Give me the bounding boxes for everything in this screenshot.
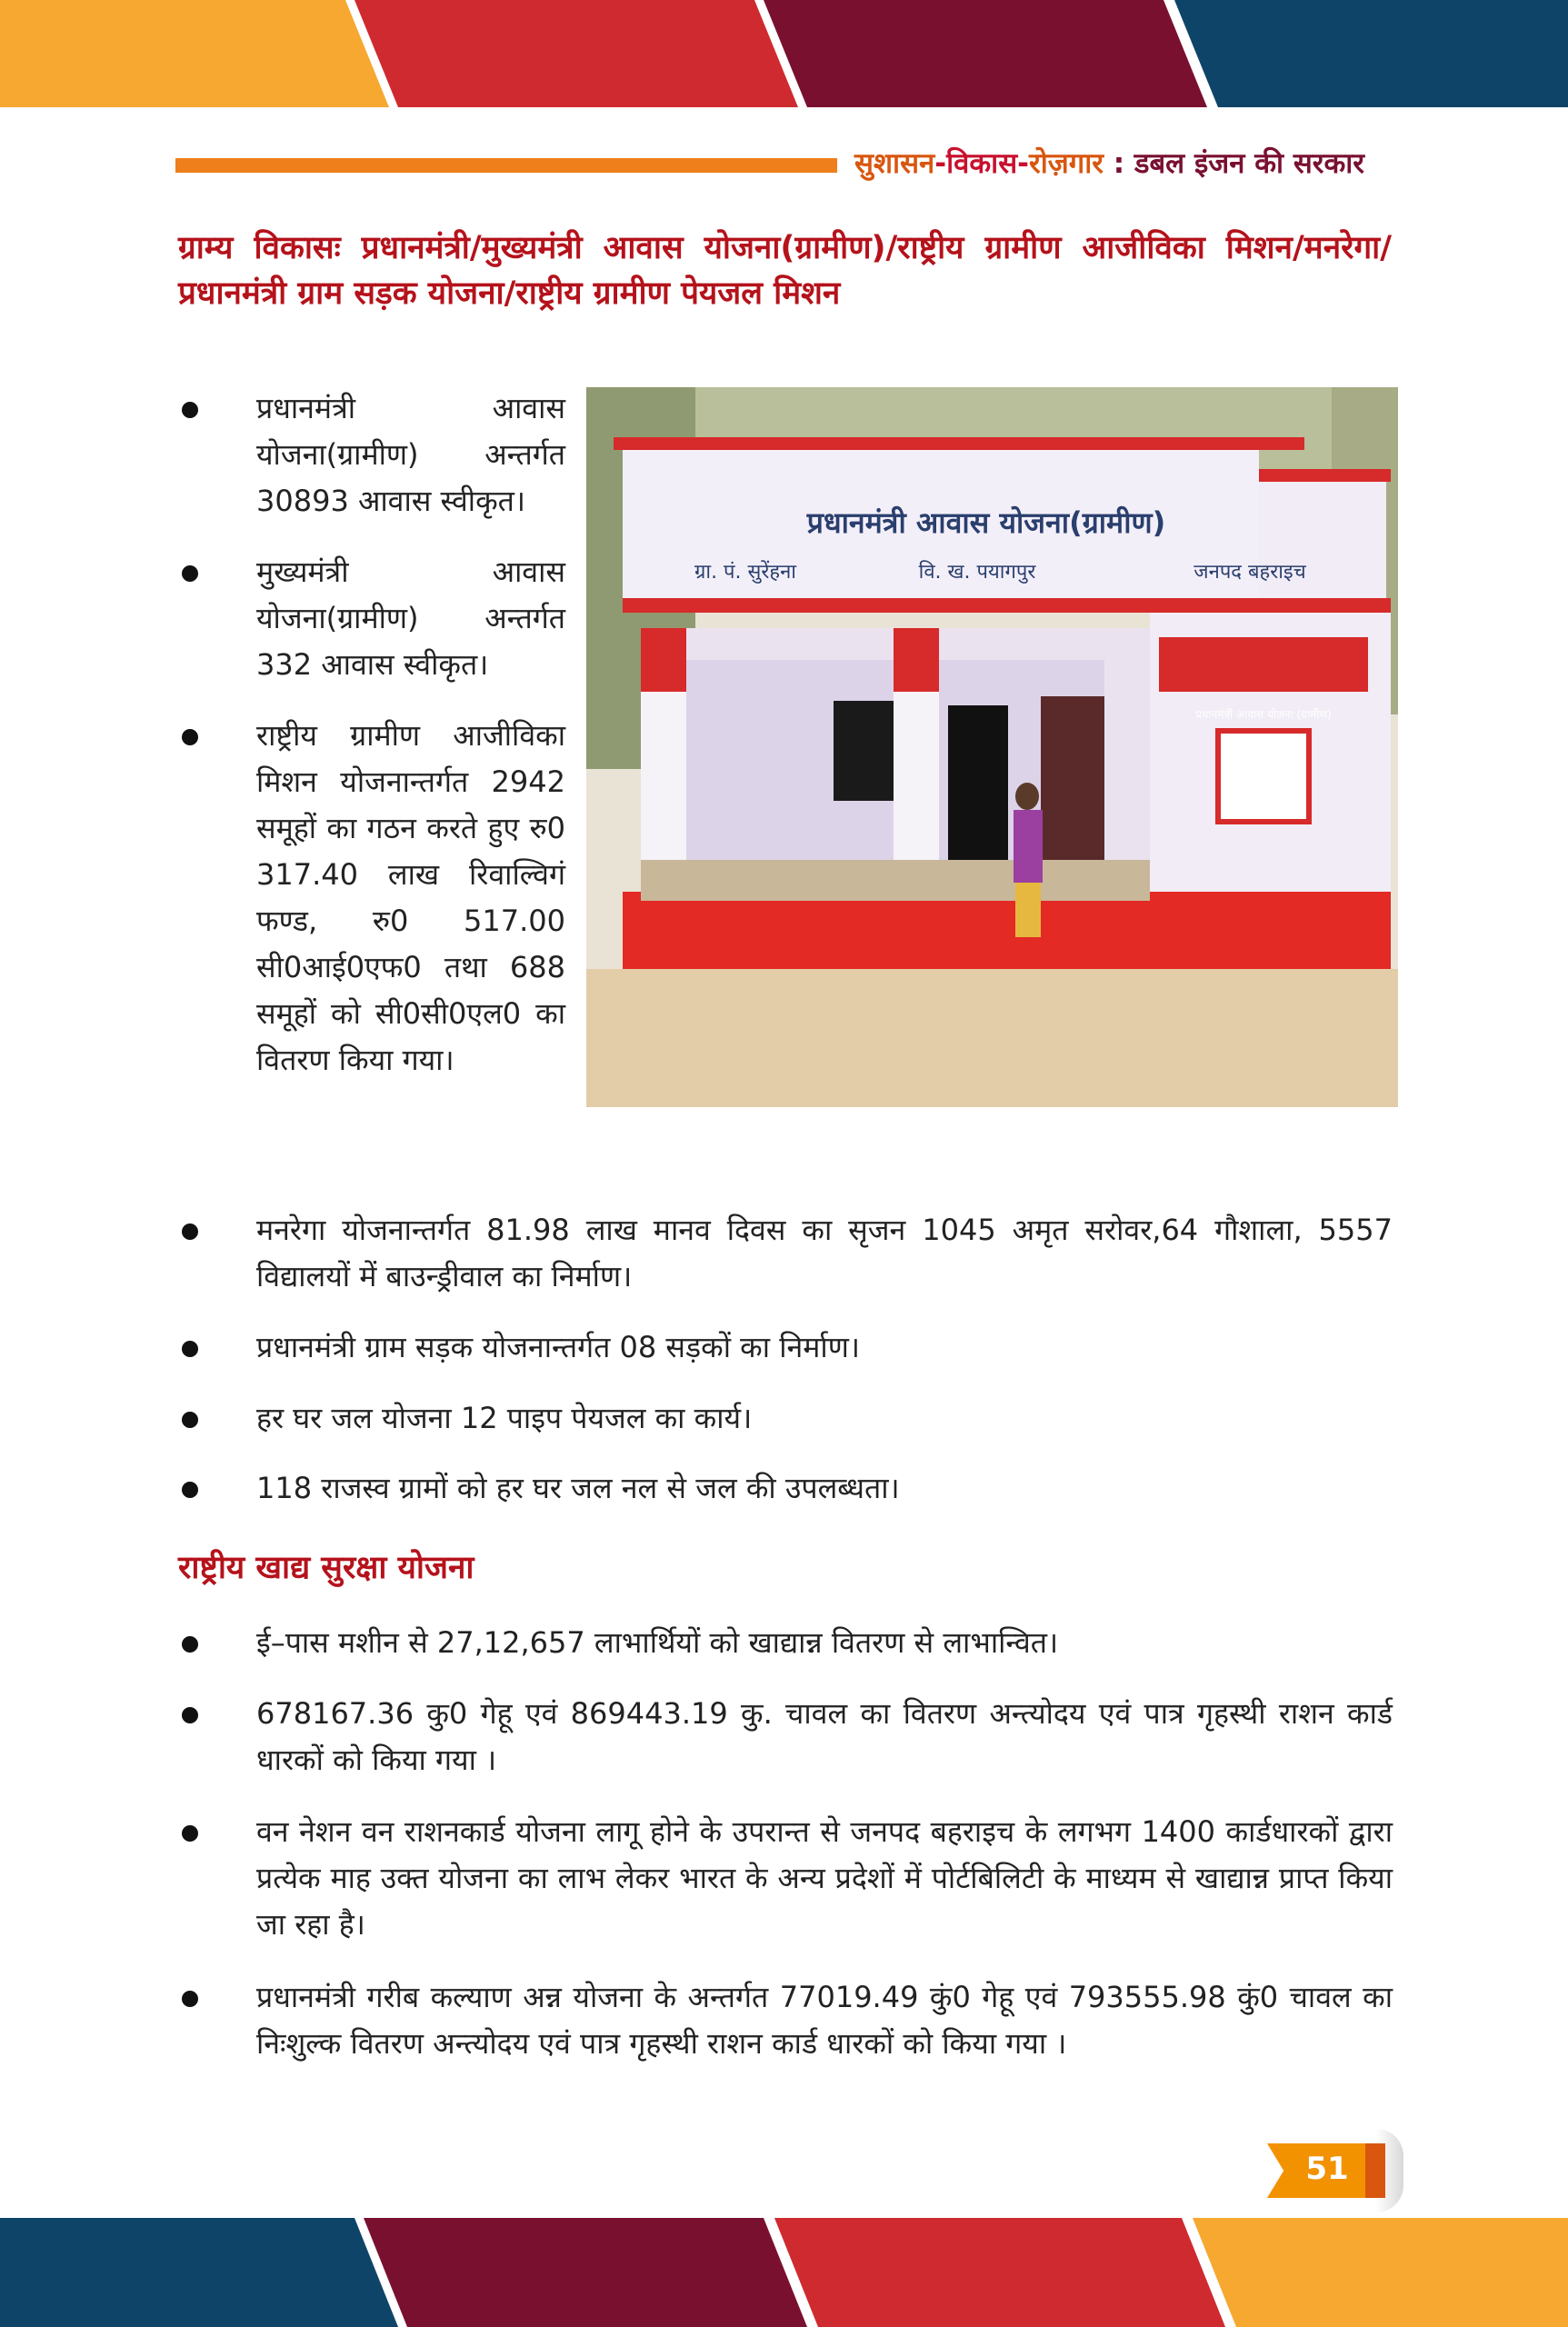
bullet-icon: [182, 402, 198, 418]
page-number-tab: [1267, 2143, 1385, 2198]
photo-sign-right: जनपद बहराइच: [1193, 561, 1306, 584]
header-word-vikas: -विकास-: [934, 147, 1030, 180]
bullet-icon: [182, 729, 198, 745]
photo-board-title: प्रधानमंत्री आवास योजना (ग्रामीण): [1195, 708, 1332, 721]
page-number: 51: [1305, 2151, 1349, 2187]
bullet-icon: [182, 1825, 198, 1842]
bullet-icon: [182, 1991, 198, 2007]
section-heading-rural-development: ग्राम्य विकासः प्रधानमंत्री/मुख्यमंत्री आवास योजना(ग्रामीण)/राष्ट्रीय ग्रामीण आजीविका मिशन/मनरेगा/प्रधानमंत्री ग्राम सड़क योजना/राष्ट्रीय ग्रामीण पेयजल मिशन: [178, 230, 1392, 312]
photo-sign-mid: वि. ख. पयागपुर: [918, 561, 1036, 584]
list-item-text: मनरेगा योजनान्तर्गत 81.98 लाख मानव दिवस का सृजन 1045 अमृत सरोवर,64 गौशाला, 5557 विद्यालयों में बाउन्ड्रीवाल का निर्माण।: [256, 1213, 1393, 1293]
list-item-text: वन नेशन वन राशनकार्ड योजना लागू होने के उपरान्त से जनपद बहराइच के लगभग 1400 कार्डधारकों द्वारा प्रत्येक माह उक्त योजना का लाभ लेकर भारत के अन्य प्रदेशों में पोर्टबिलिटी के माध्यम से खाद्यान्न प्राप्त किया जा रहा है।: [256, 1814, 1393, 1942]
header-orange-rule: [175, 158, 837, 173]
list-item-text: हर घर जल योजना 12 पाइप पेयजल का कार्य।: [256, 1401, 753, 1435]
running-header-title: [854, 144, 1400, 182]
list-item-text: 678167.36 कु0 गेहू एवं 869443.19 कु. चावल का वितरण अन्त्योदय एवं पात्र गृहस्थी राशन कार्ड धारकों को किया गया ।: [256, 1696, 1393, 1777]
list-item-text: प्रधानमंत्री ग्राम सड़क योजनान्तर्गत 08 सड़कों का निर्माण।: [256, 1330, 860, 1364]
page-number-accent: [1365, 2143, 1385, 2198]
bullet-icon: [182, 1341, 198, 1357]
bullet-icon: [182, 1412, 198, 1428]
list-item-text: मुख्यमंत्री आवास योजना(ग्रामीण) अन्तर्गत 332 आवास स्वीकृत।: [256, 554, 565, 682]
list-item-text: प्रधानमंत्री गरीब कल्याण अन्न योजना के अन्तर्गत 77019.49 कुं0 गेहू एवं 793555.98 कुं0 चावल का निःशुल्क वितरण अन्त्योदय एवं पात्र गृहस्थी राशन कार्ड धारकों को किया गया ।: [256, 1980, 1393, 2061]
header-word-double-engine: : डबल इंजन की सरकार: [1103, 147, 1364, 180]
house-photo: [586, 387, 1398, 1107]
bottom-decorative-band: [0, 2218, 1568, 2327]
list-item-text: 118 राजस्व ग्रामों को हर घर जल नल से जल की उपलब्धता।: [256, 1471, 900, 1505]
list-item-text: प्रधानमंत्री आवास योजना(ग्रामीण) अन्तर्गत 30893 आवास स्वीकृत।: [256, 391, 565, 518]
list-item-text: ई–पास मशीन से 27,12,657 लाभार्थियों को खाद्यान्न वितरण से लाभान्वित।: [256, 1625, 1059, 1660]
list-item-text: राष्ट्रीय ग्रामीण आजीविका मिशन योजनान्तर्गत 2942 समूहों का गठन करते हुए रु0 317.40 लाख रिवाल्विगं फण्ड, रु0 517.00 सी0आई0एफ0 तथा 688 समूहों को सी0सी0एल0 का वितरण किया गया।: [256, 718, 565, 1077]
header-word-rozgar: रोज़गार: [1029, 147, 1104, 180]
bullet-icon: [182, 565, 198, 582]
section-heading-food-security: राष्ट्रीय खाद्य सुरक्षा योजना: [178, 1550, 474, 1586]
photo-sign-main: प्रधानमंत्री आवास योजना(ग्रामीण): [806, 505, 1166, 540]
bullet-icon: [182, 1482, 198, 1498]
top-decorative-band: [0, 0, 1568, 107]
bullet-icon: [182, 1636, 198, 1653]
photo-sign-left: ग्रा. पं. सुरेंहना: [694, 561, 797, 584]
bullet-icon: [182, 1707, 198, 1723]
header-word-sushasan: सुशासन: [854, 147, 935, 180]
bullet-icon: [182, 1223, 198, 1240]
